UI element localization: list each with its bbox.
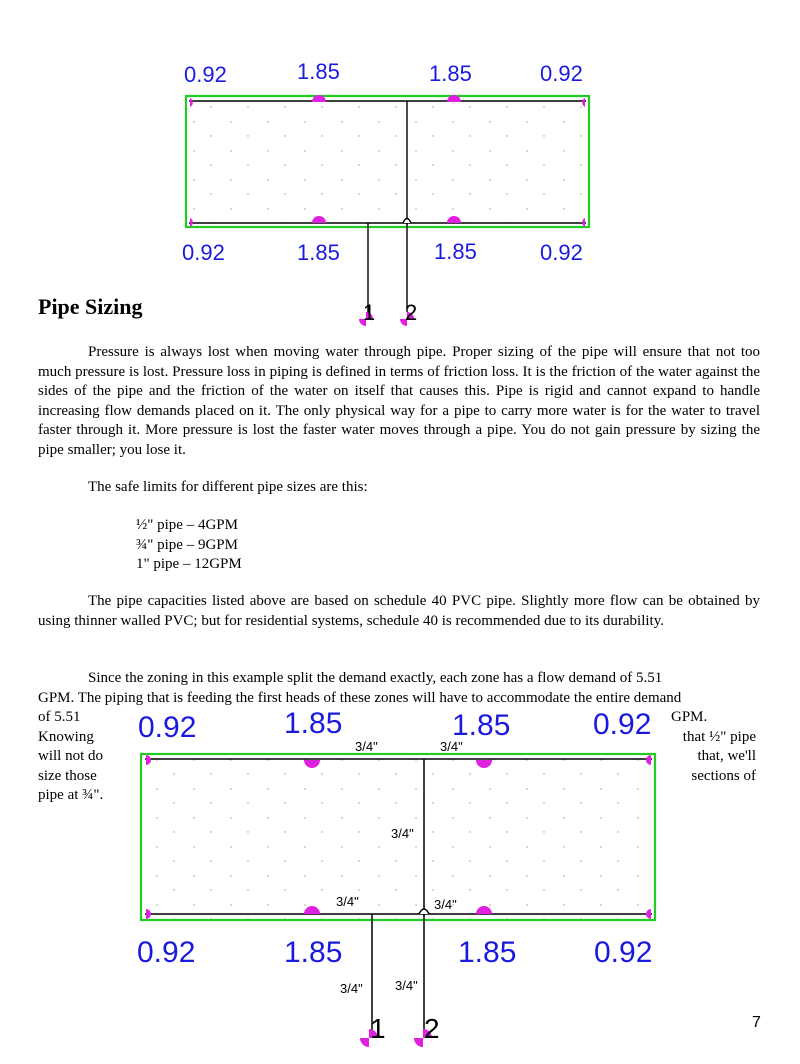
gpm-label: 0.92 [137,936,196,969]
gpm-label: 0.92 [593,708,652,741]
zone-label: 2 [405,300,418,325]
paragraph-text: Pressure is always lost when moving water through pipe. Proper sizing of the pipe will ensure that not too much pressure is lost. Pressure loss in piping is defined in terms of friction loss. It is the friction of the water against the sides of the pipe and the friction of the water on itself that causes this. Pipe is rigid and cannot expand to handle increasing flow demands placed on it. The only physical way for a pipe to carry more water is for the water to travel faster through it. More pressure is lost the faster water moves through a pipe. You do not gain pressure by sizing the pipe smaller; you lose it. [38,344,760,458]
gpm-label: 0.92 [540,61,583,86]
pipe-size-label: 3/4" [391,826,414,841]
pipe-size-label: 3/4" [340,981,363,996]
gpm-label: 0.92 [184,62,227,87]
gpm-label: 1.85 [284,707,343,740]
gpm-label: 1.85 [434,239,477,264]
paragraph-pipe-capacities [38,592,760,631]
gpm-label: 1.85 [297,59,340,84]
zone-outline [186,96,589,227]
pipe-size-label: 3/4" [434,897,457,912]
list-item: ¾" pipe – 9GPM [136,536,238,553]
bottom-diagram [137,707,655,1047]
gpm-label: 1.85 [284,936,343,969]
wrapped-text-left [38,708,103,806]
text-line: that ½" pipe [682,728,756,745]
list-item: 1" pipe – 12GPM [136,556,242,572]
wrapped-text-right [666,708,756,786]
paragraph-safe-limits [38,478,760,498]
text-line: Knowing [38,728,94,745]
gpm-label: 0.92 [182,240,225,265]
page-number: 7 [752,1014,761,1031]
paragraph-text: Since the zoning in this example split the demand exactly, each zone has a flow demand of 5.51 [88,670,663,686]
gpm-label: 1.85 [297,240,340,265]
text-line: GPM. [671,709,708,725]
paragraph-friction-loss [38,343,760,460]
text-line: of 5.51 [38,709,81,725]
text-line: size those [38,767,97,784]
zone-label: 2 [424,1013,440,1044]
pipe-size-label: 3/4" [336,894,359,909]
gpm-label: 0.92 [594,936,653,969]
gpm-label: 1.85 [429,61,472,86]
gpm-label: 0.92 [138,711,197,744]
text-line: pipe at ¾". [38,787,104,803]
paragraph-text: The pipe capacities listed above are based on schedule 40 PVC pipe. Slightly more flow can be obtained by using thinner walled PVC; but for residential systems, schedule 40 is recommended due to its durability. [38,593,760,629]
zone-label: 1 [363,300,376,325]
pipe-size-label: 3/4" [440,739,463,754]
zone-label: 1 [370,1013,386,1044]
gpm-label: 1.85 [458,936,517,969]
pipe-size-label: 3/4" [395,978,418,993]
gpm-label: 1.85 [452,709,511,742]
gpm-label: 0.92 [540,240,583,265]
paragraph-text: The safe limits for different pipe sizes are this: [88,479,368,495]
text-line: that, we'll [697,748,756,764]
text-line: will not do [38,748,104,764]
list-item: ½" pipe – 4GPM [136,517,238,533]
section-heading: Pipe Sizing [38,294,143,319]
text-line: sections of [691,767,756,784]
paragraph-zone-demand [38,669,760,708]
paragraph-text: GPM. The piping that is feeding the first heads of these zones will have to accommodate the entire demand [38,689,682,706]
pipe-size-label: 3/4" [355,739,378,754]
pipe-limits-list [136,516,242,575]
top-diagram [182,59,589,326]
